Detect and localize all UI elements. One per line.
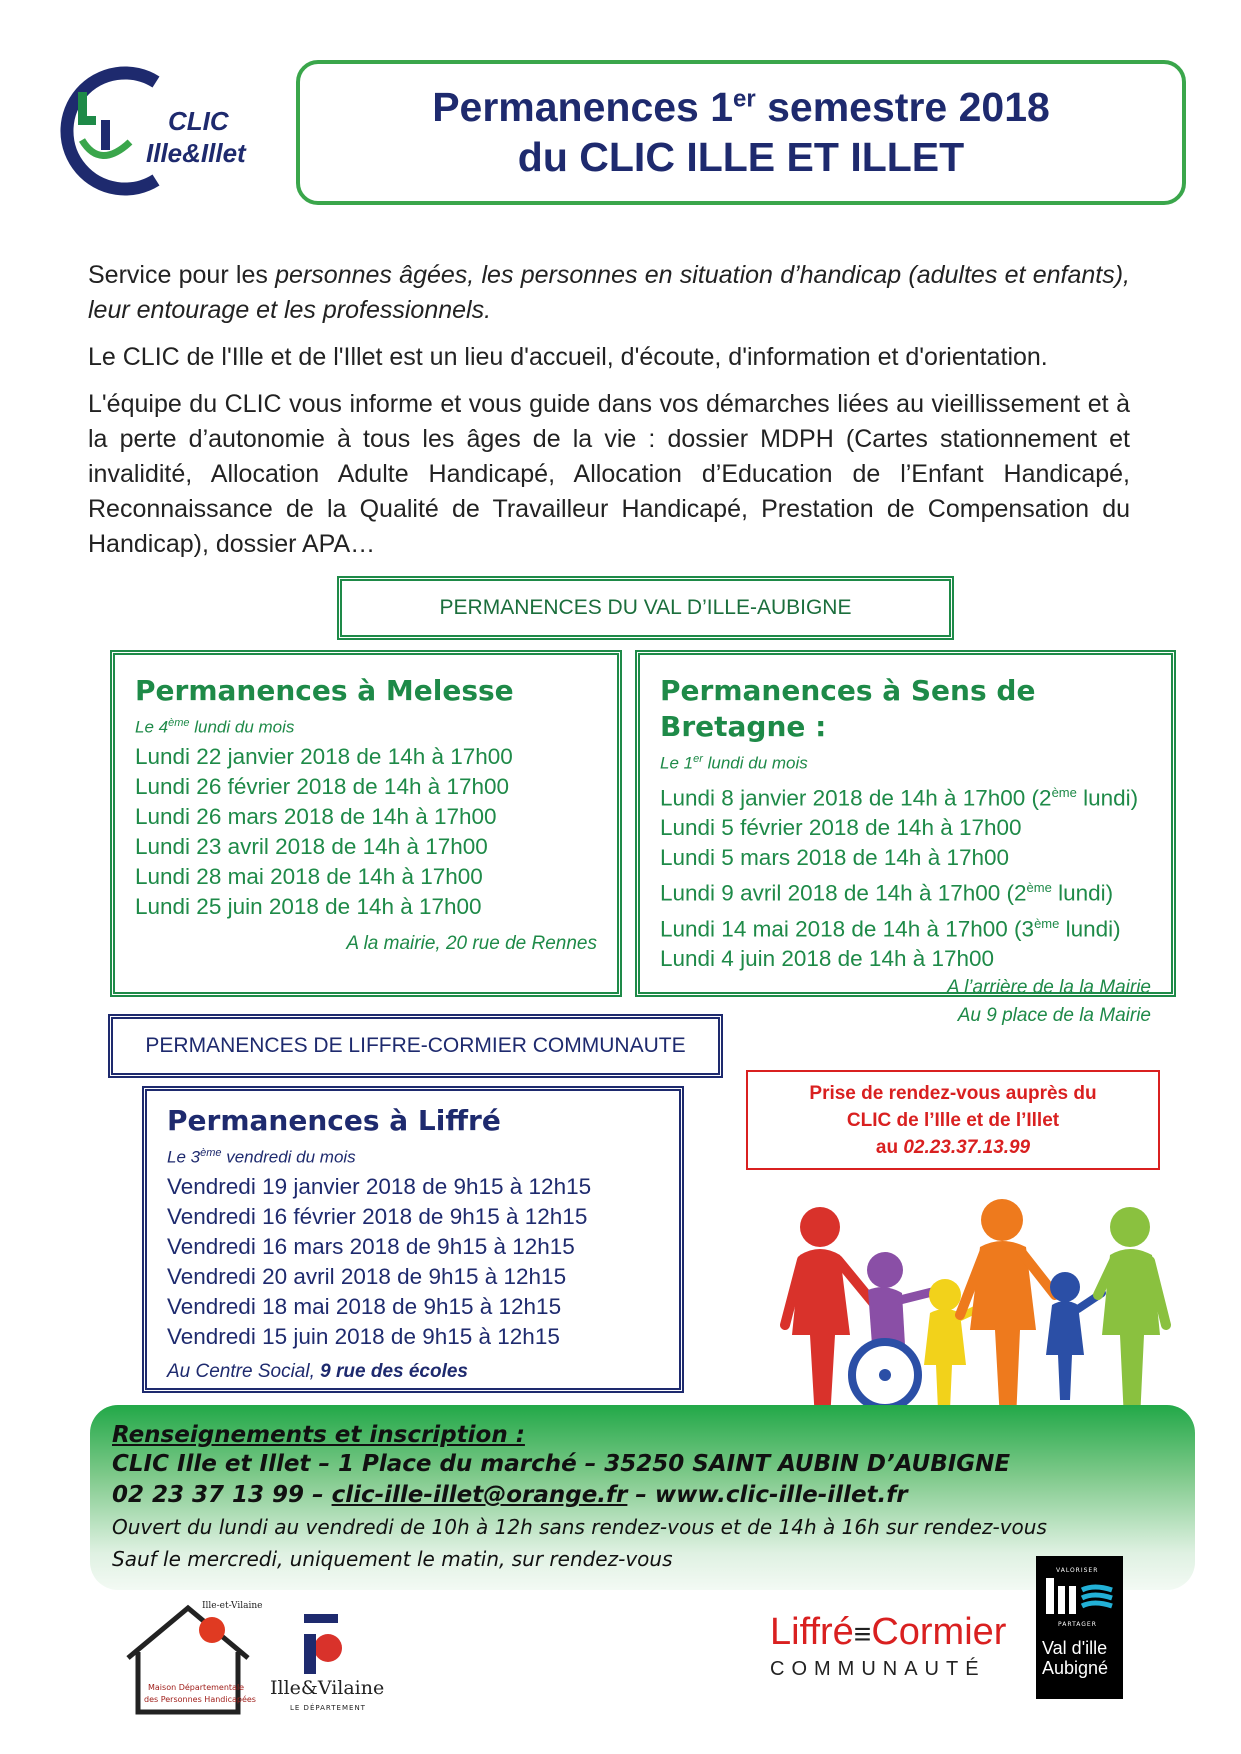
people-illustration — [780, 1195, 1170, 1420]
info-band — [90, 1405, 1195, 1590]
appointment-box — [746, 1070, 1160, 1170]
info-hours-1: Ouvert du lundi au vendredi de 10h à 12h sans rendez-vous et de 14h à 16h sur rendez-vous — [112, 1515, 1047, 1539]
appointment-line-1: Prise de rendez-vous auprès du — [809, 1083, 1097, 1104]
card-rule: Le 4ème lundi du mois — [135, 717, 295, 737]
svg-text:Aubigné: Aubigné — [1042, 1658, 1109, 1678]
appointment-line-2: CLIC de l’Ille et de l’Illet — [846, 1110, 1060, 1131]
info-heading: Renseignements et inscription : — [112, 1422, 525, 1448]
card-place-1: A l’arrière de la la Mairie — [946, 977, 1151, 999]
svg-text:PARTAGER: PARTAGER — [1058, 1621, 1097, 1628]
title-line-1: Permanences 1er semestre 2018 — [432, 84, 1050, 130]
banner-val-ille: PERMANENCES DU VAL D’ILLE-AUBIGNE — [337, 576, 954, 640]
info-contact: 02 23 37 13 99 – clic-ille-illet@orange.fr – www.clic-ille-illet.fr — [112, 1482, 908, 1508]
val-ille-aubigne-logo — [1036, 1556, 1123, 1699]
list-item: Lundi 14 mai 2018 de 14h à 17h00 (3ème lundi) — [660, 915, 1121, 942]
svg-text:CLIC: CLIC — [168, 106, 229, 136]
clic-logo — [38, 70, 288, 195]
email-link[interactable]: clic-ille-illet@orange.fr — [331, 1482, 628, 1508]
list-item: Vendredi 18 mai 2018 de 9h15 à 12h15 — [167, 1293, 562, 1319]
card-title: Permanences à Liffré — [167, 1104, 501, 1137]
intro-paragraph-1: Service pour les personnes âgées, les personnes en situation d’handicap (adultes et enfants), leur entourage et les professionnels. — [88, 261, 1130, 324]
date-list — [660, 778, 1151, 975]
card-melesse — [110, 650, 622, 997]
intro-paragraph-2: Le CLIC de l'Ille et de l'Illet est un lieu d'accueil, d'écoute, d'information et d'orientation. — [88, 343, 1048, 371]
list-item: Lundi 25 juin 2018 de 14h à 17h00 — [135, 893, 482, 919]
intro-text — [88, 258, 1130, 562]
svg-text:Maison Départementale: Maison Départementale — [148, 1683, 245, 1692]
list-item: Lundi 26 février 2018 de 14h à 17h00 — [135, 773, 510, 799]
mdph-logo — [120, 1590, 263, 1715]
list-item: Lundi 5 mars 2018 de 14h à 17h00 — [660, 845, 1010, 871]
list-item: Lundi 22 janvier 2018 de 14h à 17h00 — [135, 743, 513, 769]
list-item: Lundi 8 janvier 2018 de 14h à 17h00 (2ème lundi) — [660, 784, 1139, 811]
svg-text:Ille-et-Vilaine: Ille-et-Vilaine — [202, 1601, 263, 1611]
svg-text:VALORISER: VALORISER — [1056, 1567, 1099, 1574]
list-item: Vendredi 19 janvier 2018 de 9h15 à 12h15 — [167, 1173, 592, 1199]
list-item: Lundi 28 mai 2018 de 14h à 17h00 — [135, 863, 483, 889]
card-place: A la mairie, 20 rue de Rennes — [346, 932, 597, 954]
list-item: Lundi 5 février 2018 de 14h à 17h00 — [660, 815, 1022, 841]
ille-vilaine-logo — [268, 1610, 393, 1720]
appointment-line-3: au 02.23.37.13.99 — [875, 1137, 1031, 1158]
card-rule: Le 3ème vendredi du mois — [167, 1147, 356, 1167]
svg-text:LE DÉPARTEMENT: LE DÉPARTEMENT — [290, 1704, 366, 1712]
website-link[interactable]: – www.clic-ille-illet.fr — [627, 1482, 908, 1508]
intro-paragraph-3: L'équipe du CLIC vous informe et vous guide dans vos démarches liées au vieillissement et à la perte d’autonomie à tous les âges de la vie : dossier MDPH (Cartes stationnement et invalidité, Allocation Adulte Handicapé, Allocation d’Education de l’Enfant Handicapé, Reconnaissance de la Qualité de Travailleur Handicapé, Prestation de Compensation du Handicap), dossier APA… — [88, 390, 1130, 558]
card-title: Permanences à Melesse — [135, 674, 514, 707]
card-place: Au Centre Social, 9 rue des écoles — [167, 1360, 469, 1382]
list-item: Lundi 9 avril 2018 de 14h à 17h00 (2ème lundi) — [660, 880, 1114, 906]
list-item: Vendredi 16 février 2018 de 9h15 à 12h15 — [167, 1203, 588, 1229]
page-title — [296, 60, 1186, 205]
list-item: Lundi 4 juin 2018 de 14h à 17h00 — [660, 946, 995, 972]
list-item: Vendredi 20 avril 2018 de 9h15 à 12h15 — [167, 1263, 567, 1289]
date-list — [135, 742, 597, 922]
card-liffre — [142, 1086, 684, 1393]
card-title: Permanences à Sens de Bretagne : — [660, 674, 1036, 743]
card-place-2: Au 9 place de la Mairie — [957, 1005, 1151, 1027]
info-address: CLIC Ille et Illet – 1 Place du marché – 35250 SAINT AUBIN D’AUBIGNE — [112, 1451, 1011, 1477]
banner-liffre-cormier: PERMANENCES DE LIFFRE-CORMIER COMMUNAUTE — [108, 1014, 723, 1078]
date-list — [167, 1172, 659, 1352]
svg-text:Ille&Illet: Ille&Illet — [146, 138, 246, 168]
svg-text:des Personnes Handicapées: des Personnes Handicapées — [144, 1695, 256, 1704]
info-hours-2: Sauf le mercredi, uniquement le matin, sur rendez-vous — [112, 1547, 673, 1571]
svg-text:Ille&Vilaine: Ille&Vilaine — [270, 1677, 385, 1699]
list-item: Vendredi 16 mars 2018 de 9h15 à 12h15 — [167, 1233, 575, 1259]
card-sens-de-bretagne — [635, 650, 1176, 1027]
liffre-cormier-logo: Liffré≡Cormier COMMUNAUTÉ — [770, 1611, 1007, 1680]
list-item: Lundi 26 mars 2018 de 14h à 17h00 — [135, 803, 497, 829]
title-line-2: du CLIC ILLE ET ILLET — [517, 134, 965, 180]
svg-text:Val d'ille: Val d'ille — [1042, 1638, 1108, 1658]
card-rule: Le 1er lundi du mois — [660, 753, 808, 773]
list-item: Lundi 23 avril 2018 de 14h à 17h00 — [135, 833, 488, 859]
list-item: Vendredi 15 juin 2018 de 9h15 à 12h15 — [167, 1323, 560, 1349]
